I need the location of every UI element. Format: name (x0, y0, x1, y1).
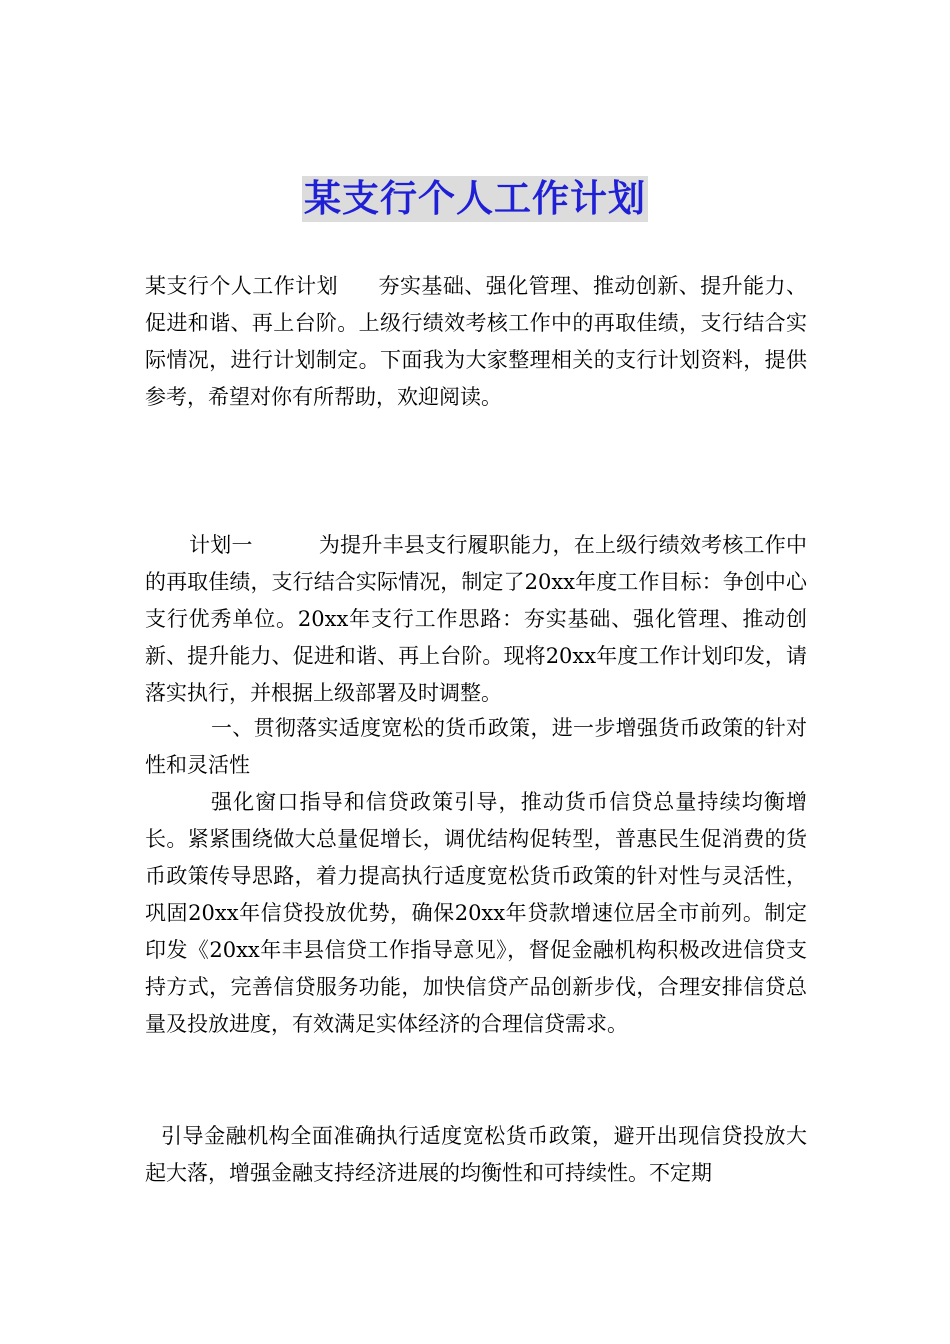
plan1-paragraph (145, 527, 807, 712)
intro-label: 某支行个人工作计划 (145, 274, 339, 298)
guide-paragraph: 引导金融机构全面准确执行适度宽松货币政策，避开出现信贷投放大起大落，增强金融支持经济进展的均衡性和可持续性。不定期 (145, 1124, 807, 1185)
intro-paragraph (145, 268, 807, 416)
section1-heading: 一、贯彻落实适度宽松的货币政策，进一步增强货币政策的针对性和灵活性 (145, 716, 807, 777)
document-title: 某支行个人工作计划 (304, 177, 646, 220)
plan1-text: 为提升丰县支行履职能力，在上级行绩效考核工作中的再取佳绩，支行结合实际情况，制定了20xx年度工作目标：争创中心支行优秀单位。20xx年支行工作思路：夯实基础、强化管理、推动创新、提升能力、促进和谐、再上台阶。现将20xx年度工作计划印发，请落实执行，并根据上级部署及时调整。 (145, 533, 808, 705)
title-container (0, 176, 950, 222)
intro-text: 夯实基础、强化管理、推动创新、提升能力、促进和谐、再上台阶。上级行绩效考核工作中的再取佳绩，支行结合实际情况，进行计划制定。下面我为大家整理相关的支行计划资料，提供参考，希望对你有所帮助，欢迎阅读。 (145, 274, 808, 409)
plan1-label: 计划一 (189, 533, 253, 557)
section1-body: 强化窗口指导和信贷政策引导，推动货币信贷总量持续均衡增长。紧紧围绕做大总量促增长，调优结构促转型，普惠民生促消费的货币政策传导思路，着力提高执行适度宽松货币政策的针对性与灵活性，巩固20xx年信贷投放优势，确保20xx年贷款增速位居全市前列。制定印发《20xx年丰县信贷工作指导意见》，督促金融机构积极改进信贷支持方式，完善信贷服务功能，加快信贷产品创新步伐，合理安排信贷总量及投放进度，有效满足实体经济的合理信贷需求。 (145, 790, 807, 1036)
